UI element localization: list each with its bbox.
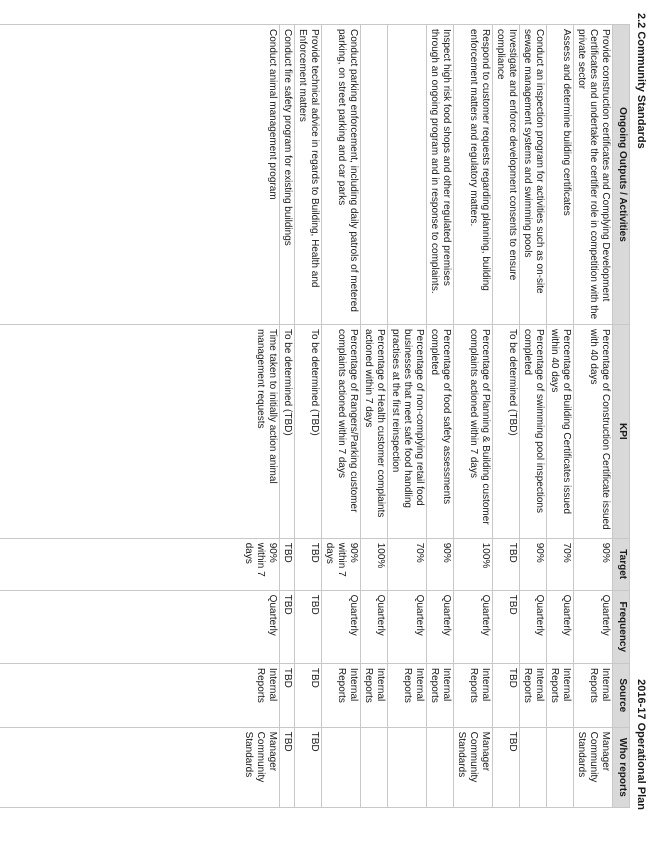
kpi-cell: Percentage of Building Certificates issued within 40 days: [547, 324, 574, 538]
kpi-cell: Percentage of Planning & Building customer complaints actioned within 7 days: [454, 324, 493, 538]
frequency-cell: Quarterly: [388, 590, 427, 663]
kpi-cell: To be determined (TBD): [280, 324, 295, 538]
frequency-cell: Quarterly: [0, 590, 280, 663]
kpi-cell: To be determined (TBD): [295, 324, 322, 538]
target-cell: 90%: [520, 538, 547, 590]
frequency-cell: Quarterly: [322, 590, 361, 663]
table-row: [493, 25, 520, 808]
target-cell: 100%: [361, 538, 388, 590]
who-reports-cell: [520, 727, 547, 807]
table-header-row: [613, 25, 630, 808]
who-reports-cell: [361, 727, 388, 807]
activity-cell: Inspect high risk food shops and other regulated premises through an ongoing program and in response to complaints.: [427, 25, 454, 325]
activity-cell: [388, 25, 427, 325]
activity-cell: Provide technical advice in regards to Building, Health and Enforcement matters: [295, 25, 322, 325]
column-header-source: Source: [613, 663, 630, 727]
kpi-cell: Time taken to initially action animal management requests: [0, 324, 280, 538]
table-row: [454, 25, 493, 808]
target-cell: 90% within 7 days: [322, 538, 361, 590]
table-row: [361, 25, 388, 808]
who-reports-cell: Manager Community Standards: [574, 727, 613, 807]
activity-cell: [361, 25, 388, 325]
column-header-frequency: Frequency: [613, 590, 630, 663]
source-cell: TBD: [280, 663, 295, 727]
frequency-cell: Quarterly: [454, 590, 493, 663]
who-reports-cell: Manager Community Standards: [0, 727, 280, 807]
source-cell: Internal Reports: [388, 663, 427, 727]
target-cell: 90% within 7 days: [0, 538, 280, 590]
table-row: [520, 25, 547, 808]
who-reports-cell: TBD: [493, 727, 520, 807]
activity-cell: Conduct fire safety program for existing buildings: [280, 25, 295, 325]
section-title: 2.2 Community Standards: [635, 13, 647, 149]
target-cell: TBD: [280, 538, 295, 590]
frequency-cell: Quarterly: [574, 590, 613, 663]
who-reports-cell: TBD: [280, 727, 295, 807]
who-reports-cell: [427, 727, 454, 807]
table-row: [322, 25, 361, 808]
kpi-cell: Percentage of Rangers/Parking customer complaints actioned within 7 days: [322, 324, 361, 538]
table-row: [427, 25, 454, 808]
source-cell: Internal Reports: [0, 663, 280, 727]
kpi-cell: Percentage of Health customer complaints actioned within 7 days: [361, 324, 388, 538]
activity-cell: Conduct parking enforcement, including daily patrols of metered parking, on street parking and car parks: [322, 25, 361, 325]
column-header-target: Target: [613, 538, 630, 590]
who-reports-cell: [388, 727, 427, 807]
target-cell: TBD: [295, 538, 322, 590]
target-cell: 70%: [388, 538, 427, 590]
table-row: [295, 25, 322, 808]
frequency-cell: Quarterly: [520, 590, 547, 663]
source-cell: Internal Reports: [427, 663, 454, 727]
who-reports-cell: TBD: [295, 727, 322, 807]
target-cell: 90%: [574, 538, 613, 590]
source-cell: Internal Reports: [574, 663, 613, 727]
frequency-cell: Quarterly: [361, 590, 388, 663]
frequency-cell: TBD: [280, 590, 295, 663]
source-cell: Internal Reports: [520, 663, 547, 727]
source-cell: Internal Reports: [361, 663, 388, 727]
source-cell: Internal Reports: [322, 663, 361, 727]
column-header-kpi: KPI: [613, 324, 630, 538]
kpi-cell: To be determined (TBD): [493, 324, 520, 538]
column-header-activities: Ongoing Outputs / Activities: [613, 25, 630, 325]
target-cell: 100%: [454, 538, 493, 590]
kpi-cell: Percentage of swimming pool inspections completed: [520, 324, 547, 538]
source-cell: TBD: [295, 663, 322, 727]
column-header-who-reports: Who reports: [613, 727, 630, 807]
frequency-cell: TBD: [493, 590, 520, 663]
who-reports-cell: [547, 727, 574, 807]
source-cell: Internal Reports: [547, 663, 574, 727]
frequency-cell: Quarterly: [547, 590, 574, 663]
target-cell: 90%: [427, 538, 454, 590]
activity-cell: Investigate and enforce development consents to ensure compliance: [493, 25, 520, 325]
source-cell: Internal Reports: [454, 663, 493, 727]
frequency-cell: TBD: [295, 590, 322, 663]
frequency-cell: Quarterly: [427, 590, 454, 663]
activity-cell: Provide construction certificates and Complying Development Certificates and undertake the certifier role in competition with the private sector: [574, 25, 613, 325]
plan-title: 2016-17 Operational Plan: [635, 679, 647, 810]
who-reports-cell: [322, 727, 361, 807]
kpi-cell: Percentage of food safety assessments completed: [427, 324, 454, 538]
activity-cell: Conduct animal management program: [0, 25, 280, 325]
table-row: [280, 25, 295, 808]
table-row: [547, 25, 574, 808]
who-reports-cell: Manager Community Standards: [454, 727, 493, 807]
kpi-cell: Percentage of non-complying retail food businesses that meet safe food handling practises at the first reinspection: [388, 324, 427, 538]
source-cell: TBD: [493, 663, 520, 727]
table-row: [388, 25, 427, 808]
activity-cell: Assess and determine building certificates: [547, 25, 574, 325]
kpi-cell: Percentage of Construction Certificate issued with 40 days: [574, 324, 613, 538]
activity-cell: Conduct an inspection program for activities such as on-site sewage management systems and swimming pools: [520, 25, 547, 325]
kpi-table: [0, 24, 630, 808]
activity-cell: Respond to customer requests regarding planning, building enforcement matters and regulatory matters.: [454, 25, 493, 325]
target-cell: 70%: [547, 538, 574, 590]
table-row: [0, 25, 280, 808]
target-cell: TBD: [493, 538, 520, 590]
table-row: [574, 25, 613, 808]
